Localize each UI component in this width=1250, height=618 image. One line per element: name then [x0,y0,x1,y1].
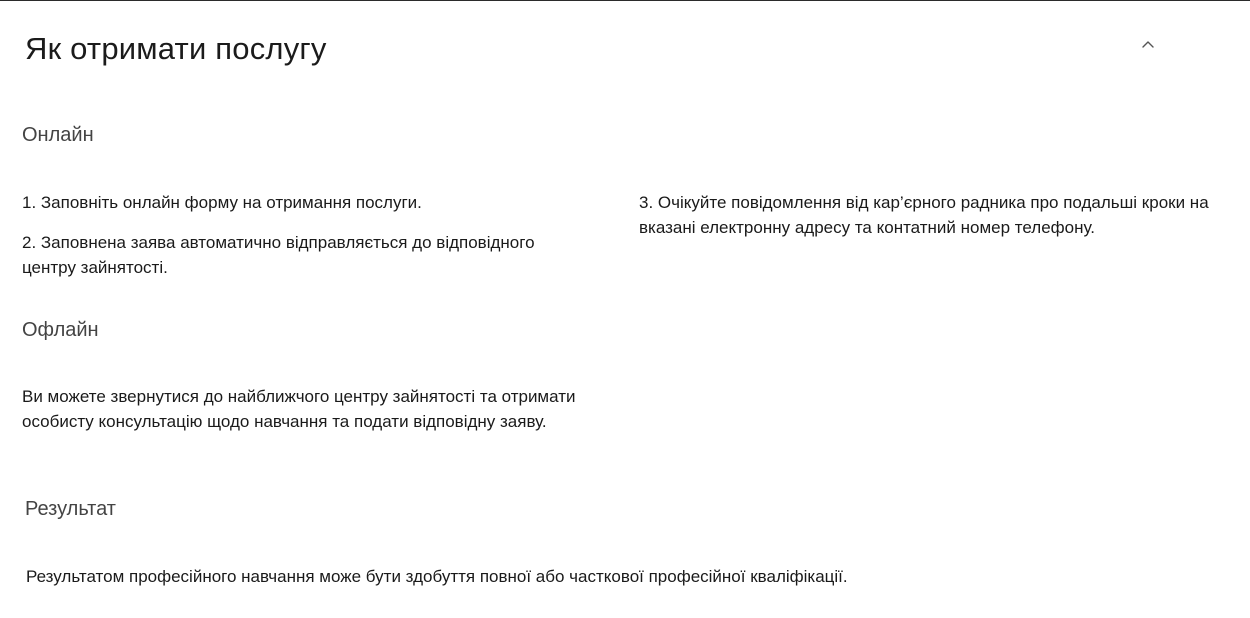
online-step-3: 3. Очікуйте повідомлення від кар’єрного радника про подальші кроки на вказані електронну адресу та контатний номер телефону. [639,193,1209,237]
offline-text: Ви можете звернутися до найближчого центру зайнятості та отримати особисту консультацію щодо навчання та подати відповідну заяву. [22,387,576,431]
result-text: Результатом професійного навчання може бути здобуття повної або часткової професійної кваліфікації. [26,567,848,586]
chevron-up-icon [1141,40,1155,49]
online-steps-left [22,190,582,280]
offline-heading: Офлайн [22,319,99,341]
online-heading: Онлайн [22,124,94,146]
online-steps-right [639,190,1239,240]
online-step-1: 1. Заповніть онлайн форму на отримання послуги. [22,193,422,212]
collapse-toggle-button[interactable] [1134,30,1162,58]
top-divider [0,0,1250,1]
result-heading: Результат [25,498,116,520]
section-title: Як отримати послугу [25,31,327,66]
online-step-2: 2. Заповнена заява автоматично відправляється до відповідного центру зайнятості. [22,233,535,277]
